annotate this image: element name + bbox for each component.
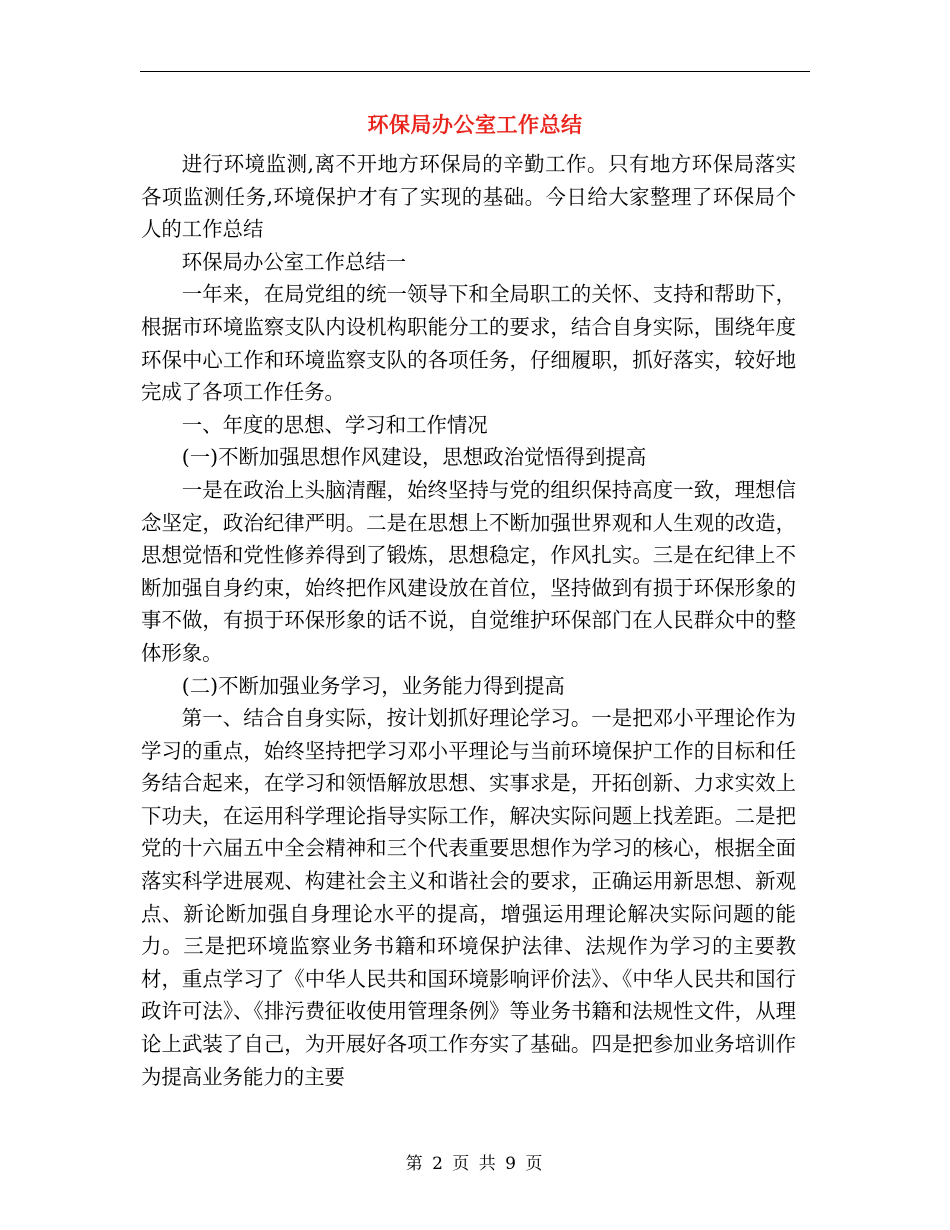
- subsection-heading-ideology: (一)不断加强思想作风建设，思想政治觉悟得到提高: [181, 445, 647, 470]
- body-paragraph-overview: 一年来，在局党组的统一领导下和全局职工的关怀、支持和帮助下，根据市环境监察支队内设机构职能分工的要求，结合自身实际，围绕年度环保中心工作和环境监察支队的各项任务，仔细履职，抓好落实，较好地完成了各项工作任务。: [141, 282, 796, 405]
- page-number-footer: 第 2 页 共 9 页: [405, 1154, 545, 1174]
- document-body: [141, 148, 796, 1093]
- document-title: 环保局办公室工作总结: [367, 112, 583, 137]
- body-paragraph-study: 第一、结合自身实际，按计划抓好理论学习。一是把邓小平理论作为学习的重点，始终坚持把学习邓小平理论与当前环境保护工作的目标和任务结合起来，在学习和领悟解放思想、实事求是，开拓创新、力求实效上下功夫，在运用科学理论指导实际工作，解决实际问题上找差距。二是把党的十六届五中全会精神和三个代表重要思想作为学习的核心，根据全面落实科学进展观、构建社会主义和谐社会的要求，正确运用新思想、新观点、新论断加强自身理论水平的提高，增强运用理论解决实际问题的能力。三是把环境监察业务书籍和环境保护法律、法规作为学习的主要教材，重点学习了《中华人民共和国环境影响评价法》、《中华人民共和国行政许可法》、《排污费征收使用管理条例》等业务书籍和法规性文件，从理论上武装了自己，为开展好各项工作夯实了基础。四是把参加业务培训作为提高业务能力的主要: [141, 706, 796, 1089]
- header-rule: [140, 71, 810, 72]
- section-heading-summary-one: 环保局办公室工作总结一: [181, 249, 407, 274]
- body-paragraph-ideology: 一是在政治上头脑清醒，始终坚持与党的组织保持高度一致，理想信念坚定，政治纪律严明。二是在思想上不断加强世界观和人生观的改造，思想觉悟和党性修养得到了锻炼，思想稳定，作风扎实。三是在纪律上不断加强自身约束，始终把作风建设放在首位，坚持做到有损于环保形象的事不做，有损于环保形象的话不说，自觉维护环保部门在人民群众中的整体形象。: [141, 477, 796, 665]
- section-heading-year-review: 一、年度的思想、学习和工作情况: [181, 412, 488, 437]
- subsection-heading-study: (二)不断加强业务学习，业务能力得到提高: [181, 673, 565, 698]
- intro-paragraph: 进行环境监测,离不开地方环保局的辛勤工作。只有地方环保局落实各项监测任务,环境保护才有了实现的基础。今日给大家整理了环保局个人的工作总结: [141, 152, 796, 242]
